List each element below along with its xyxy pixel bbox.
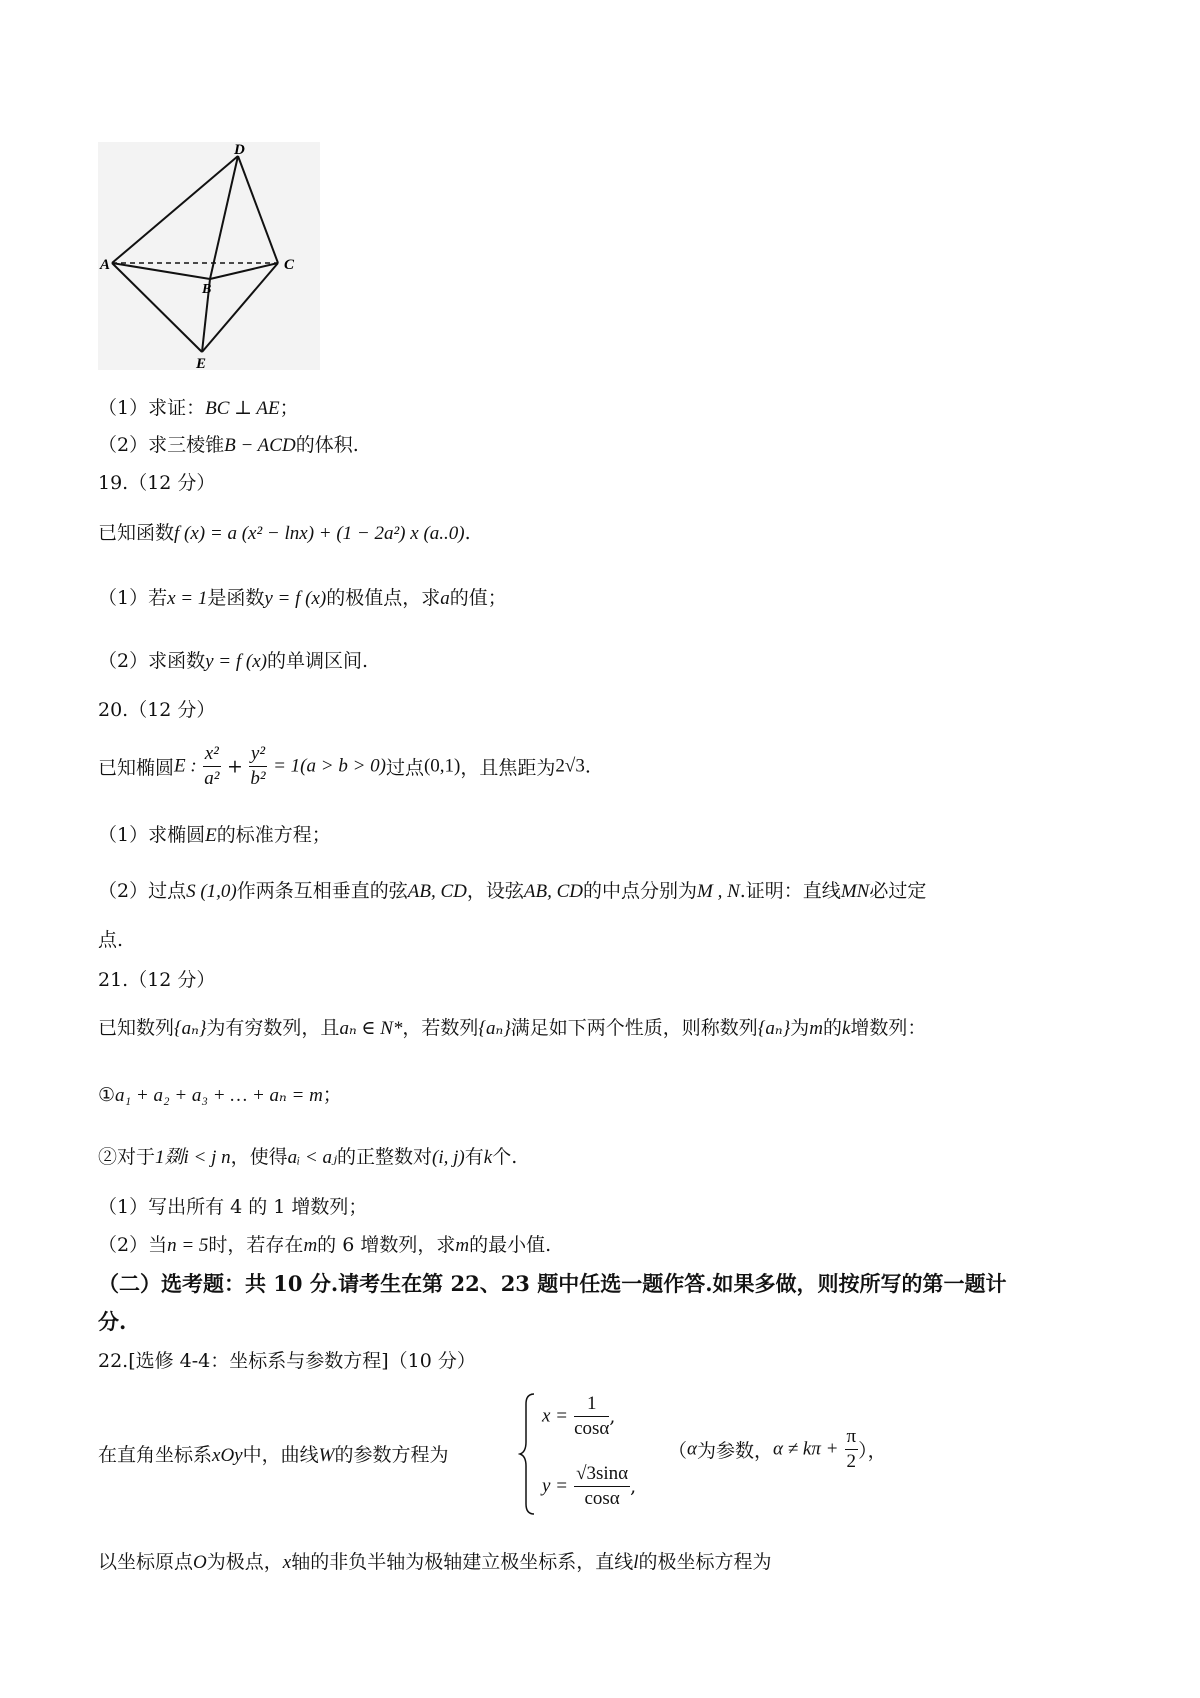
q22-param-condition: （α为参数，α ≠ kπ + $\frac{\pi}{2}$ ）， [668,1426,887,1472]
fraction-sqrt3sin-cos: $\frac{√3\sin\alpha}{\cos\alpha}$ [576,1463,629,1509]
q20-header: 20.（12 分） [98,699,216,721]
label-c: C [284,257,295,273]
geometry-figure [98,142,320,370]
label-d: D [234,142,245,158]
q19-part1: （1）若x = 1是函数y = f (x)的极值点，求a的值； [98,587,507,609]
q19-part2: （2）求函数y = f (x)的单调区间. [98,650,369,672]
label-a: A [100,257,111,273]
q20-stem: 已知椭圆E : $\frac{\text{x²}}{\text{a²}}$ + $\frac{\text{y²}}{\text{b²}}$ = 1(a > b > 0)过点(0,1)，且焦距为2√3. [98,743,591,789]
fraction-pi-2: $\frac{\pi}{2}$ [846,1426,857,1472]
q20-part2: （2）过点S (1,0)作两条互相垂直的弦AB, CD，设弦AB, CD的中点分别为M , N.证明：直线MN必过定 [98,880,927,902]
param-eq-y: y = $\frac{√3\sin\alpha}{\cos\alpha}$ , [542,1463,637,1509]
fraction-x2-a2: $\frac{\text{x²}}{\text{a²}}$ [204,743,220,789]
param-eq-x: x = $\frac{1}{\cos\alpha}$ , [542,1393,616,1439]
q20-part2-wrap: 点. [98,929,124,951]
q19-header: 19.（12 分） [98,472,216,494]
left-brace [518,1392,538,1516]
q21-condition2: ②对于1剟i < j n，使得aᵢ < aⱼ的正整数对(i, j)有k个. [98,1146,518,1168]
q21-part2: （2）当n = 5时，若存在m的 6 增数列，求m的最小值. [98,1234,552,1256]
q21-part1: （1）写出所有 4 的 1 增数列； [98,1196,368,1218]
label-e: E [196,356,207,370]
q21-header: 21.（12 分） [98,969,216,991]
tetrahedron-diagram [98,142,320,370]
fraction-y2-b2: $\frac{\text{y²}}{\text{b²}}$ [250,743,266,789]
q18-part1: （1）求证：BC ⊥ AE； [98,397,299,419]
q21-condition1: ①a₁ + a₂ + a₃ + … + aₙ = m； [98,1084,342,1106]
section2-heading-line1: （二）选考题：共 10 分.请考生在第 22、23 题中任选一题作答.如果多做，则按所写的第一题计 [98,1271,1007,1296]
q21-stem: 已知数列{aₙ}为有穷数列，且aₙ ∈ N*，若数列{aₙ}满足如下两个性质，则称数列{aₙ}为m的k增数列： [98,1017,927,1039]
label-b: B [202,282,212,297]
q18-part2: （2）求三棱锥B − ACD的体积. [98,434,359,456]
q22-line2: 以坐标原点O为极点，x轴的非负半轴为极轴建立极坐标系，直线l的极坐标方程为 [98,1551,772,1573]
q22-header: 22.[选修 4-4：坐标系与参数方程]（10 分） [98,1350,476,1372]
fraction-1-cos: $\frac{1}{\cos\alpha}$ [574,1393,610,1439]
q20-part1: （1）求椭圆E的标准方程； [98,824,331,846]
q19-stem: 已知函数f (x) = a (x² − lnx) + (1 − 2a²) x (a..0). [98,522,471,544]
section2-heading-line2: 分. [98,1309,127,1334]
q22-stem: 在直角坐标系xOy中，曲线W的参数方程为 [98,1444,449,1466]
